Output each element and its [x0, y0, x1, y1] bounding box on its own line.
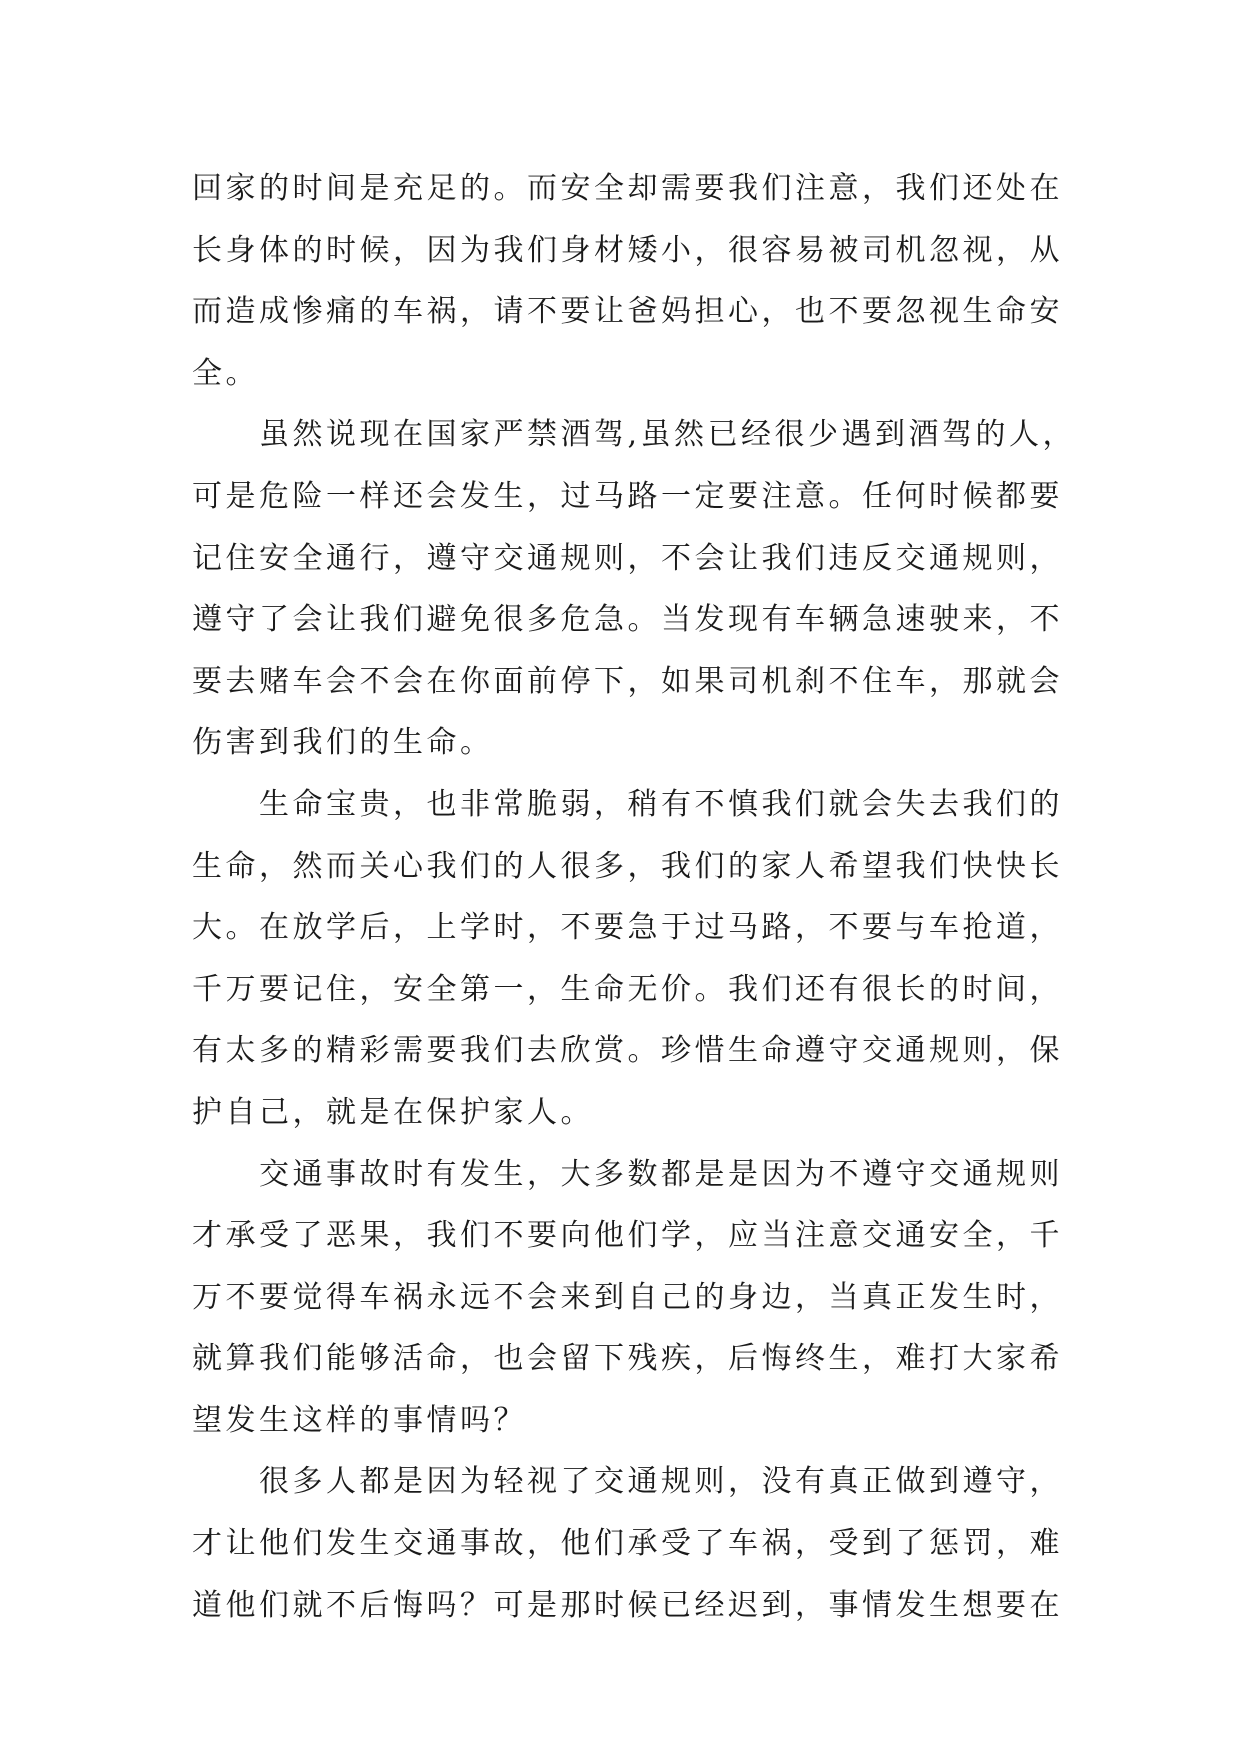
- text-line: 记住安全通行，遵守交通规则，不会让我们违反交通规则，: [192, 540, 1063, 576]
- text-line: 大。在放学后，上学时，不要急于过马路，不要与车抢道，: [192, 910, 1063, 946]
- text-line: 望发生这样的事情吗？: [192, 1402, 527, 1438]
- text-line: 才承受了恶果，我们不要向他们学，应当注意交通安全，千: [192, 1218, 1063, 1254]
- essay-body: [192, 158, 1077, 1636]
- text-line: 遵守了会让我们避免很多危急。当发现有车辆急速驶来，不: [192, 602, 1063, 638]
- text-line: 万不要觉得车祸永远不会来到自己的身边，当真正发生时，: [192, 1279, 1063, 1315]
- text-line: 很多人都是因为轻视了交通规则，没有真正做到遵守，: [192, 1464, 1063, 1500]
- text-line: 道他们就不后悔吗？可是那时候已经迟到，事情发生想要在: [192, 1587, 1063, 1623]
- text-line: 就算我们能够活命，也会留下残疾，后悔终生，难打大家希: [192, 1341, 1063, 1377]
- text-line: 而造成惨痛的车祸，请不要让爸妈担心，也不要忽视生命安: [192, 294, 1063, 330]
- text-line: 回家的时间是充足的。而安全却需要我们注意，我们还处在: [192, 171, 1063, 206]
- text-line: 要去赌车会不会在你面前停下，如果司机刹不住车，那就会: [192, 663, 1063, 699]
- text-line: 全。: [192, 355, 259, 391]
- text-line: 长身体的时候，因为我们身材矮小，很容易被司机忽视，从: [192, 232, 1063, 268]
- text-line: 伤害到我们的生命。: [192, 725, 494, 761]
- text-line: 交通事故时有发生，大多数都是是因为不遵守交通规则: [192, 1156, 1063, 1192]
- text-line: 虽然说现在国家严禁酒驾,虽然已经很少遇到酒驾的人，: [192, 417, 1077, 453]
- text-line: 生命宝贵，也非常脆弱，稍有不慎我们就会失去我们的: [192, 786, 1063, 822]
- text-line: 可是危险一样还会发生，过马路一定要注意。任何时候都要: [192, 478, 1063, 514]
- text-line: 有太多的精彩需要我们去欣赏。珍惜生命遵守交通规则，保: [192, 1033, 1063, 1069]
- text-line: 护自己，就是在保护家人。: [192, 1094, 594, 1130]
- text-line: 生命，然而关心我们的人很多，我们的家人希望我们快快长: [192, 848, 1063, 884]
- text-line: 千万要记住，安全第一，生命无价。我们还有很长的时间，: [192, 971, 1063, 1007]
- text-line: 才让他们发生交通事故，他们承受了车祸，受到了惩罚，难: [192, 1526, 1063, 1562]
